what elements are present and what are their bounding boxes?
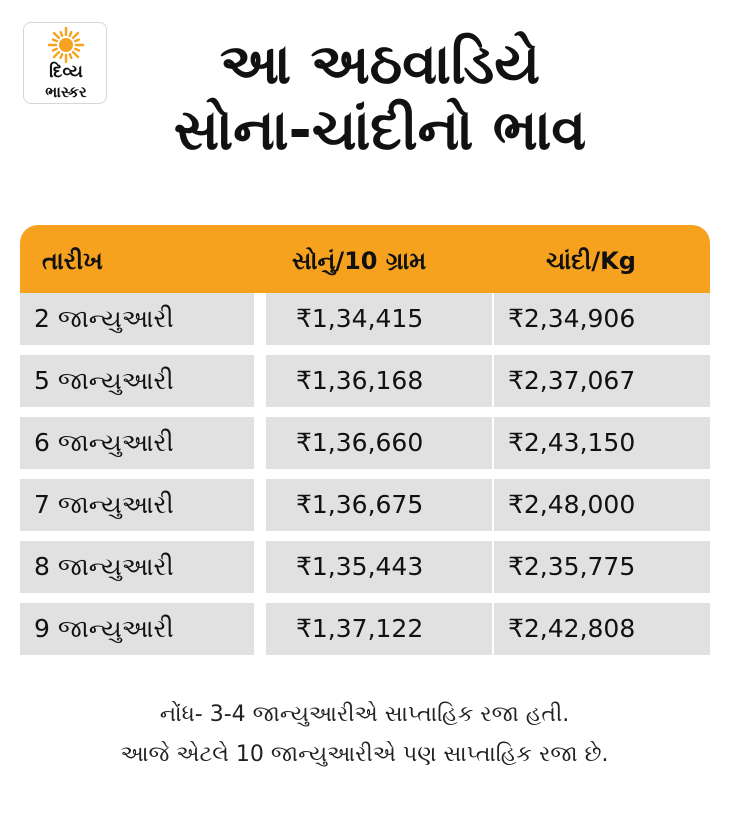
gold-price-cell: ₹1,34,415 [266,293,492,345]
gold-price-cell: ₹1,37,122 [266,603,492,655]
table-row [20,541,710,593]
table-row [20,355,710,407]
date-cell: 8 જાન્યુઆરી [20,541,254,593]
silver-price-cell: ₹2,42,808 [494,603,710,655]
sun-ray [61,32,63,36]
sun-ray [73,33,78,38]
sun-ray [70,32,72,36]
silver-price-cell: ₹2,34,906 [494,293,710,345]
sun-ray [53,40,57,42]
gold-price-cell: ₹1,36,675 [266,479,492,531]
footnote-line-1: નોંધ- 3-4 જાન્યુઆરીએ સાપ્તાહિક રજા હતી. [159,702,570,727]
sun-ray [70,54,72,58]
sun-ray [54,52,59,57]
price-table [20,225,710,655]
sun-ray [53,49,57,51]
table-row [20,417,710,469]
footnote [0,695,729,775]
footnote-line-2: આજે એટલે 10 જાન્યુઆરીએ પણ સાપ્તાહિક રજા છે. [120,742,609,767]
title-line-1: આ અઠવાડિયે [219,32,541,97]
table-row [20,479,710,531]
sun-ray [73,52,78,57]
date-cell: 2 જાન્યુઆરી [20,293,254,345]
date-cell: 9 જાન્યુઆરી [20,603,254,655]
header-silver: ચાંદી/Kg [546,247,636,275]
table-body [20,293,710,655]
logo-line-2: ભાસ્કર [45,83,87,101]
divya-bhaskar-logo [23,22,107,104]
sun-icon [24,23,108,105]
table-row [20,293,710,345]
date-cell: 7 જાન્યુઆરી [20,479,254,531]
sun-ray [61,54,63,58]
sun-ray [54,33,59,38]
gold-price-cell: ₹1,35,443 [266,541,492,593]
header-date: તારીખ [42,247,103,275]
title-line-2: સોના-ચાંદીનો ભાવ [173,98,587,163]
silver-price-cell: ₹2,35,775 [494,541,710,593]
silver-price-cell: ₹2,43,150 [494,417,710,469]
header-gold: સોનું/10 ગ્રામ [292,247,427,275]
page-title [110,32,650,164]
date-cell: 6 જાન્યુઆરી [20,417,254,469]
silver-price-cell: ₹2,37,067 [494,355,710,407]
gold-price-cell: ₹1,36,660 [266,417,492,469]
sun-ray [75,49,79,51]
sun-ray [75,40,79,42]
date-cell: 5 જાન્યુઆરી [20,355,254,407]
table-row [20,603,710,655]
logo-line-1: દિવ્ય [49,62,83,82]
silver-price-cell: ₹2,48,000 [494,479,710,531]
gold-price-cell: ₹1,36,168 [266,355,492,407]
table-header [20,225,710,293]
